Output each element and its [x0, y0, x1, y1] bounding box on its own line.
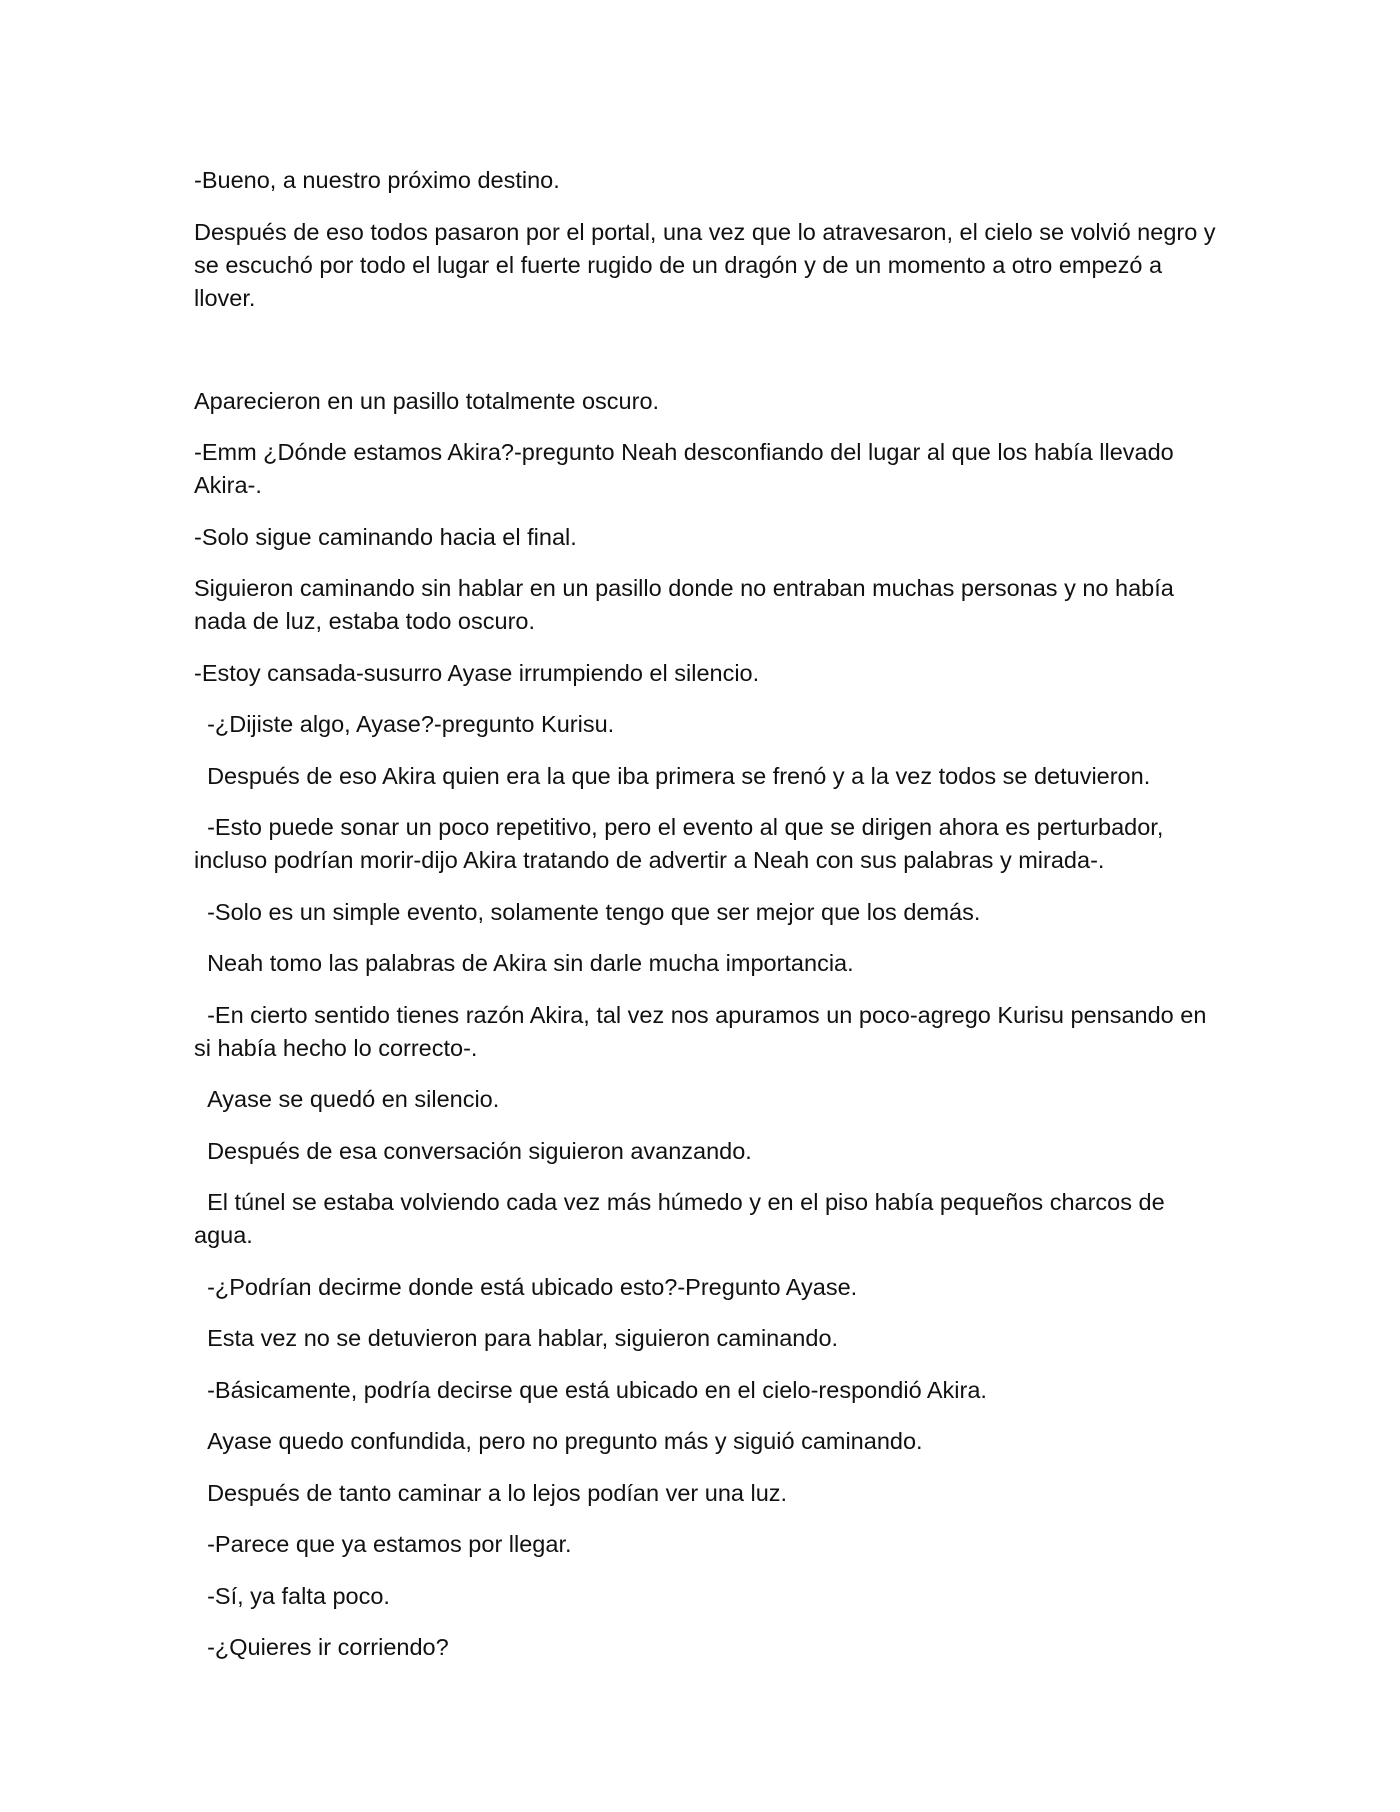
- paragraph-16: El túnel se estaba volviendo cada vez más húmedo y en el piso había pequeños charcos de agua.: [194, 1189, 1172, 1248]
- paragraph-13: -En cierto sentido tienes razón Akira, tal vez nos apuramos un poco-agrego Kurisu pensando en si había hecho lo correcto-.: [194, 1001, 1213, 1061]
- paragraph-23: -Sí, ya falta poco.: [194, 1582, 390, 1609]
- paragraph-22: -Parece que ya estamos por llegar.: [194, 1531, 572, 1557]
- paragraph-4: -Emm ¿Dónde estamos Akira?-pregunto Neah desconfiando del lugar al que los había llevado Akira-.: [194, 439, 1179, 498]
- paragraph-1: -Bueno, a nuestro próximo destino.: [194, 167, 560, 193]
- paragraph-6: Siguieron caminando sin hablar en un pasillo donde no entraban muchas personas y no había nada de luz, estaba todo oscuro.: [194, 575, 1181, 634]
- paragraph-12: Neah tomo las palabras de Akira sin darle mucha importancia.: [194, 950, 854, 976]
- paragraph-18: Esta vez no se detuvieron para hablar, siguieron caminando.: [194, 1325, 839, 1351]
- paragraph-10: -Esto puede sonar un poco repetitivo, pero el evento al que se dirigen ahora es perturbador, incluso podrían morir-dijo Akira tratando de advertir a Neah con sus palabras y mirada-.: [194, 814, 1170, 873]
- paragraph-14: Ayase se quedó en silencio.: [194, 1086, 500, 1112]
- paragraph-17: -¿Podrían decirme donde está ubicado esto?-Pregunto Ayase.: [194, 1273, 858, 1300]
- paragraph-2: Después de eso todos pasaron por el portal, una vez que lo atravesaron, el cielo se volvió negro y se escuchó por todo el lugar el fuerte rugido de un dragón y de un momento a otro empezó a llover.: [194, 218, 1223, 311]
- paragraph-5: -Solo sigue caminando hacia el final.: [194, 523, 577, 550]
- paragraph-3: Aparecieron en un pasillo totalmente oscuro.: [194, 387, 660, 414]
- paragraph-21: Después de tanto caminar a lo lejos podían ver una luz.: [194, 1479, 788, 1506]
- paragraph-24: -¿Quieres ir corriendo?: [194, 1634, 449, 1660]
- document-body: [194, 164, 1224, 1683]
- paragraph-19: -Básicamente, podría decirse que está ubicado en el cielo-respondió Akira.: [194, 1376, 987, 1403]
- paragraph-8: -¿Dijiste algo, Ayase?-pregunto Kurisu.: [194, 711, 615, 737]
- paragraph-15: Después de esa conversación siguieron avanzando.: [194, 1137, 752, 1164]
- paragraph-7: -Estoy cansada-susurro Ayase irrumpiendo el silencio.: [194, 659, 760, 686]
- paragraph-9: Después de eso Akira quien era la que iba primera se frenó y a la vez todos se detuvieron.: [194, 762, 1151, 789]
- paragraph-20: Ayase quedo confundida, pero no pregunto más y siguió caminando.: [194, 1428, 923, 1454]
- paragraph-11: -Solo es un simple evento, solamente tengo que ser mejor que los demás.: [194, 898, 981, 925]
